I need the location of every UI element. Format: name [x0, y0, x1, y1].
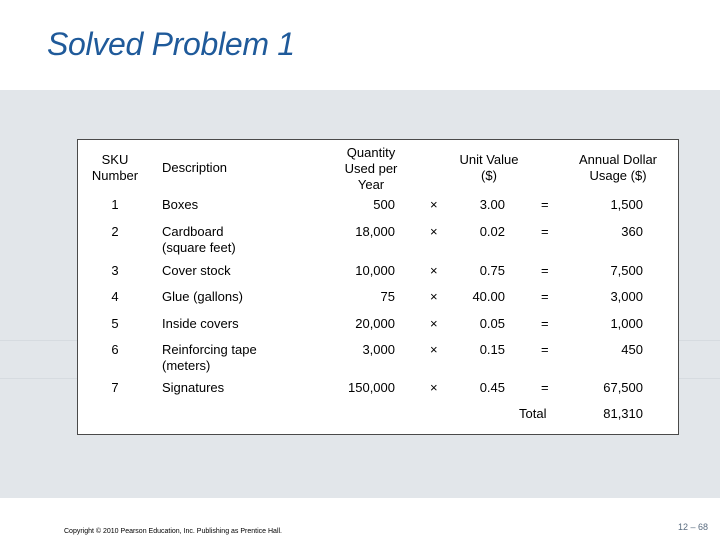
row-unit-value: 3.00 [479, 197, 505, 212]
row-unit-value: 0.02 [479, 224, 505, 239]
equals-sign: = [541, 263, 549, 278]
header-unit-value-line: Unit Value [459, 152, 519, 167]
row-annual-usage: 3,000 [610, 289, 643, 304]
header-quantity-line: Year [357, 177, 385, 192]
row-unit-value: 0.45 [479, 380, 505, 395]
equals-sign: = [541, 197, 549, 212]
row-description: Cover stock [162, 263, 231, 278]
row-quantity: 18,000 [355, 224, 395, 239]
copyright-notice: Copyright © 2010 Pearson Education, Inc. Publishing as Prentice Hall. [64, 528, 283, 535]
row-unit-value: 0.75 [479, 263, 505, 278]
row-sku: 6 [111, 342, 119, 357]
times-sign: × [430, 224, 438, 239]
slide-title: Solved Problem 1 [47, 26, 295, 62]
equals-sign: = [541, 289, 549, 304]
row-unit-value: 0.05 [479, 316, 505, 331]
row-quantity: 150,000 [348, 380, 395, 395]
row-annual-usage: 1,500 [610, 197, 643, 212]
times-sign: × [430, 342, 438, 357]
row-quantity: 10,000 [355, 263, 395, 278]
row-description [162, 342, 257, 374]
row-description: Signatures [162, 380, 225, 395]
header-description: Description [162, 160, 228, 175]
row-annual-usage: 1,000 [610, 316, 643, 331]
equals-sign: = [541, 224, 549, 239]
total-value: 81,310 [603, 406, 643, 421]
row-sku: 5 [111, 316, 119, 331]
row-unit-value: 40.00 [472, 289, 505, 304]
row-sku: 7 [111, 380, 119, 395]
times-sign: × [430, 263, 438, 278]
row-quantity: 75 [380, 289, 395, 304]
row-quantity: 3,000 [362, 342, 395, 357]
times-sign: × [430, 380, 438, 395]
row-description: Boxes [162, 197, 199, 212]
row-description-line: (square feet) [162, 240, 236, 255]
row-sku: 4 [111, 289, 119, 304]
header-sku [85, 152, 145, 184]
times-sign: × [430, 289, 438, 304]
equals-sign: = [541, 316, 549, 331]
header-quantity-line: Quantity [346, 145, 396, 160]
row-quantity: 500 [373, 197, 395, 212]
equals-sign: = [541, 380, 549, 395]
row-description: Inside covers [162, 316, 239, 331]
header-unit-value [444, 152, 534, 184]
row-description-line: (meters) [162, 358, 211, 373]
row-sku: 2 [111, 224, 119, 239]
row-description-line: Cardboard [162, 224, 224, 239]
row-sku: 3 [111, 263, 119, 278]
header-quantity-line: Used per [344, 161, 398, 176]
row-annual-usage: 360 [621, 224, 643, 239]
equals-sign: = [541, 342, 549, 357]
header-quantity [331, 145, 411, 193]
row-quantity: 20,000 [355, 316, 395, 331]
row-unit-value: 0.15 [479, 342, 505, 357]
header-annual-usage [563, 152, 673, 184]
row-annual-usage: 67,500 [603, 380, 643, 395]
page-number: 12 – 68 [677, 522, 708, 532]
row-description-line: Reinforcing tape [162, 342, 257, 357]
header-annual-usage-line: Usage ($) [589, 168, 647, 183]
header-unit-value-line: ($) [481, 168, 497, 183]
header-sku-line: Number [91, 168, 139, 183]
row-sku: 1 [111, 197, 119, 212]
row-annual-usage: 450 [621, 342, 643, 357]
header-sku-line: SKU [101, 152, 129, 167]
times-sign: × [430, 197, 438, 212]
row-description: Glue (gallons) [162, 289, 243, 304]
row-annual-usage: 7,500 [610, 263, 643, 278]
row-description [162, 224, 236, 256]
total-label: Total [519, 406, 547, 421]
times-sign: × [430, 316, 438, 331]
header-annual-usage-line: Annual Dollar [578, 152, 658, 167]
